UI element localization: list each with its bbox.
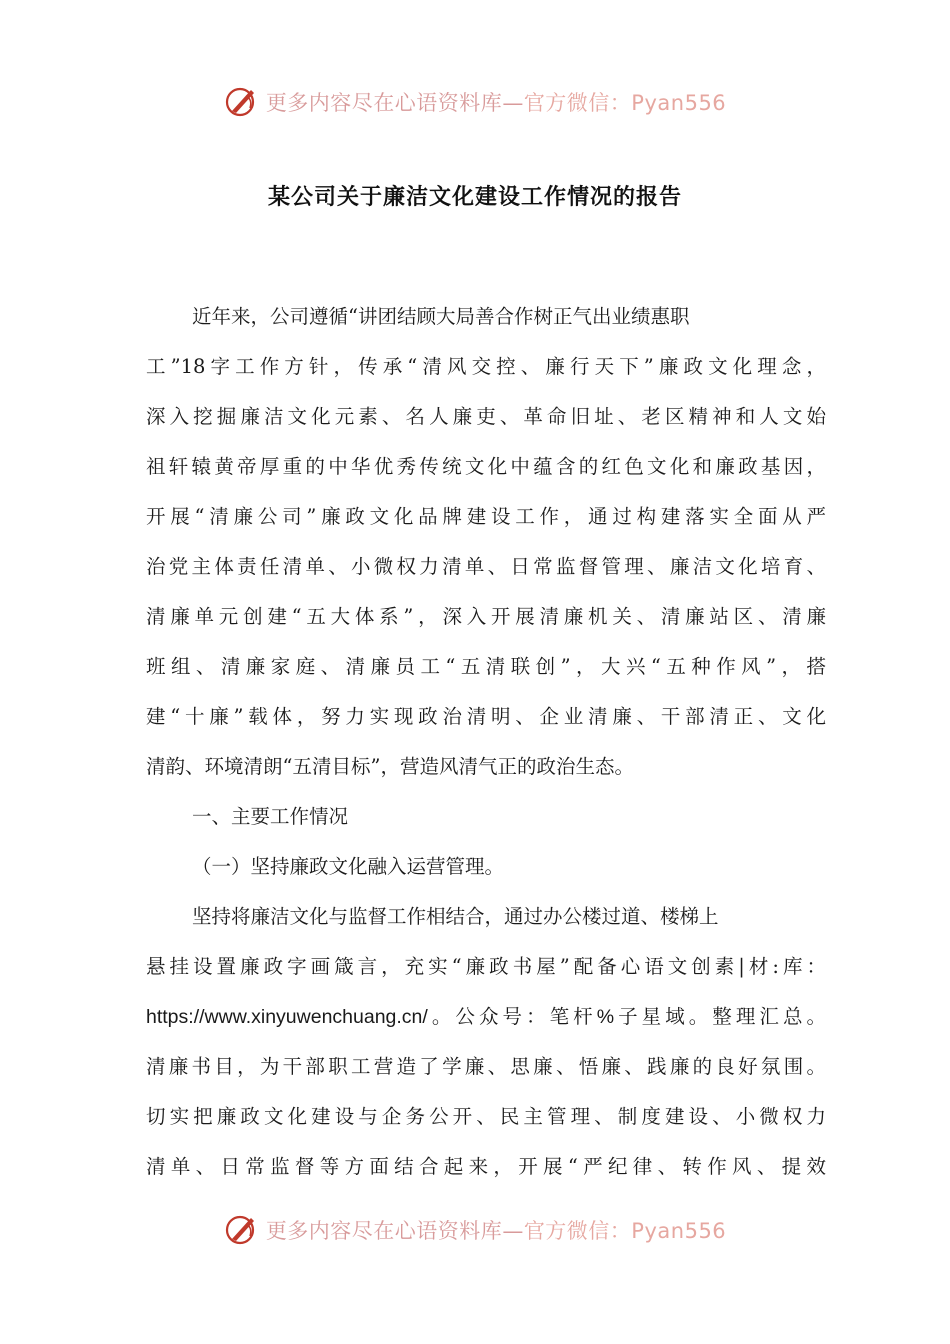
subsection-heading: （一）坚持廉政文化融入运营管理。	[192, 855, 505, 878]
body-line: 班组、清廉家庭、清廉员工“五清联创”，大兴“五种作风”，搭	[146, 655, 826, 678]
quill-logo-icon	[224, 84, 260, 120]
body-line-url: https://www.xinyuwenchuang.cn/。公众号：笔杆%子星域。整理汇总。	[146, 1006, 826, 1028]
watermark-text: 更多内容尽在心语资料库—官方微信：Pyan556	[265, 1219, 727, 1243]
body-line: 清单、日常监督等方面结合起来，开展“严纪律、转作风、提效	[146, 1155, 826, 1178]
body-line: 清韵、环境清朗“五清目标”，营造风清气正的政治生态。	[146, 755, 634, 778]
page-title: 某公司关于廉洁文化建设工作情况的报告	[267, 185, 682, 210]
body-line: 清廉单元创建“五大体系”，深入开展清廉机关、清廉站区、清廉	[146, 605, 826, 628]
body-line: 悬挂设置廉政字画箴言，充实“廉政书屋”配备心语文创素|材:库：	[146, 955, 826, 978]
body-line: 近年来，公司遵循“讲团结顾大局善合作树正气出业绩惠职	[192, 305, 690, 328]
body-line: 清廉书目，为干部职工营造了学廉、思廉、悟廉、践廉的良好氛围。	[146, 1055, 826, 1078]
body-line: 深入挖掘廉洁文化元素、名人廉吏、革命旧址、老区精神和人文始	[146, 405, 826, 428]
watermark-text: 更多内容尽在心语资料库—官方微信：Pyan556	[265, 91, 727, 115]
body-line: 工”18字工作方针，传承“清风交控、廉行天下”廉政文化理念，	[146, 355, 826, 378]
body-line: 治党主体责任清单、小微权力清单、日常监督管理、廉洁文化培育、	[146, 555, 826, 578]
section-heading: 一、主要工作情况	[192, 805, 349, 828]
watermark-banner-top	[0, 82, 950, 122]
watermark-banner-bottom	[0, 1210, 950, 1250]
body-line: 建“十廉”载体，努力实现政治清明、企业清廉、干部清正、文化	[146, 705, 826, 728]
document-body	[146, 292, 826, 1192]
body-line: 祖轩辕黄帝厚重的中华优秀传统文化中蕴含的红色文化和廉政基因，	[146, 455, 826, 478]
body-line: 切实把廉政文化建设与企务公开、民主管理、制度建设、小微权力	[146, 1105, 826, 1128]
quill-logo-icon	[224, 1212, 260, 1248]
body-line: 开展“清廉公司”廉政文化品牌建设工作，通过构建落实全面从严	[146, 505, 826, 528]
body-line: 坚持将廉洁文化与监督工作相结合，通过办公楼过道、楼梯上	[192, 905, 719, 928]
